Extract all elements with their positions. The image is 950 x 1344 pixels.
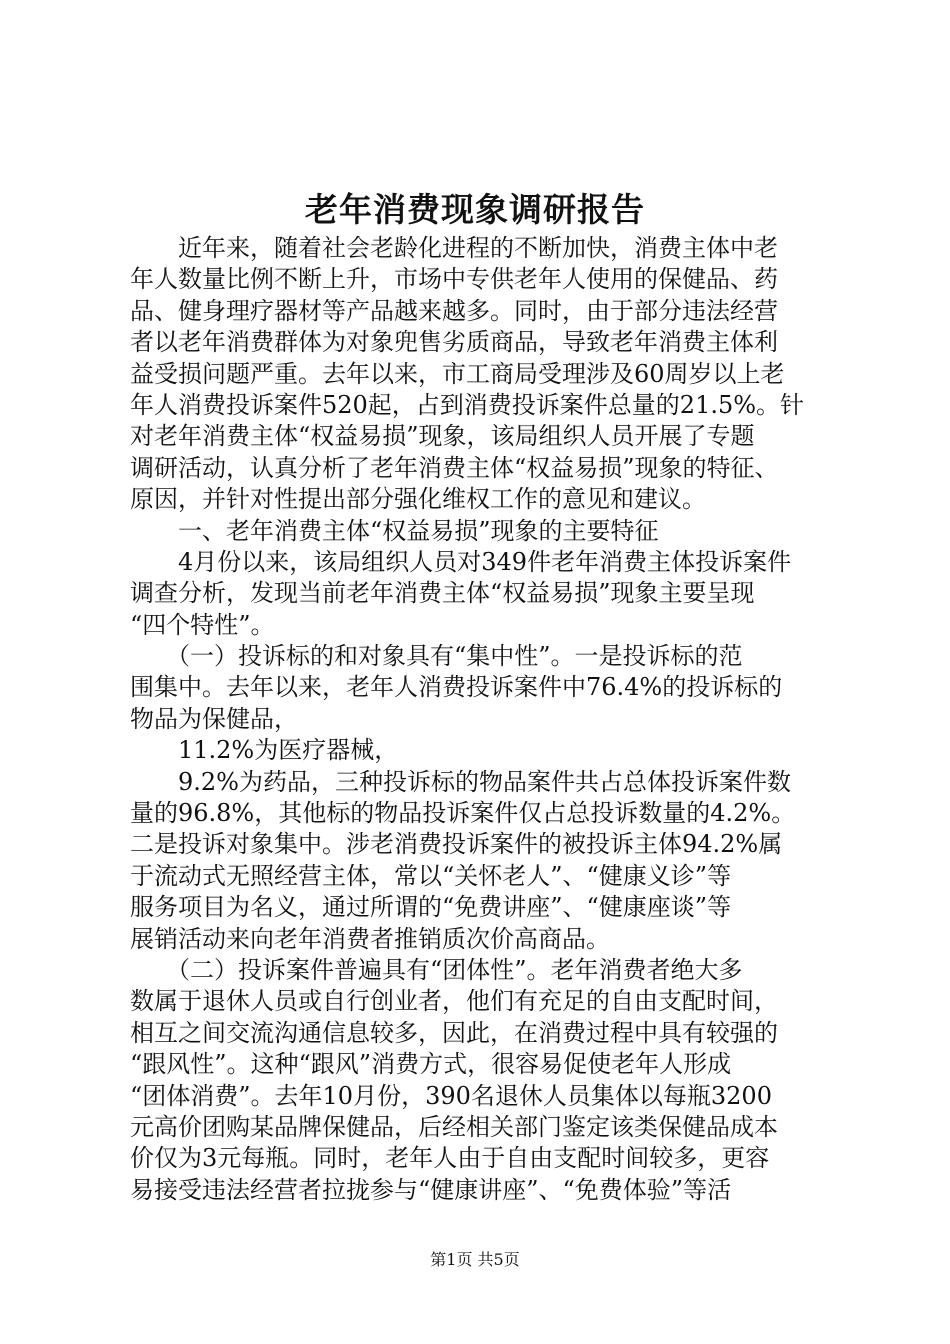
text-line: 调研活动，认真分析了老年消费主体“权益易损”现象的特征、: [130, 453, 779, 482]
text-line: 者以老年消费群体为对象兜售劣质商品，导致老年消费主体利: [130, 328, 778, 357]
text-line: 9.2%为药品，三种投诉标的物品案件共占总体投诉案件数: [130, 767, 791, 796]
text-line: 二是投诉对象集中。涉老消费投诉案件的被投诉主体94.2%属: [130, 830, 783, 859]
text-line: 一、老年消费主体“权益易损”现象的主要特征: [130, 516, 659, 545]
text-line: （一）投诉标的和对象具有“集中性”。一是投诉标的范: [130, 642, 743, 671]
text-line: “四个特性”。: [130, 610, 275, 639]
text-line: 易接受违法经营者拉拢参与“健康讲座”、“免费体验”等活: [130, 1175, 732, 1204]
text-line: 相互之间交流沟通信息较多，因此，在消费过程中具有较强的: [130, 1018, 778, 1047]
text-line: 品、健身理疗器材等产品越来越多。同时，由于部分违法经营: [130, 296, 778, 325]
text-line: “跟风性”。这种“跟风”消费方式，很容易促使老年人形成: [130, 1050, 732, 1079]
text-line: 围集中。去年以来，老年人消费投诉案件中76.4%的投诉标的: [130, 673, 783, 702]
text-line: 益受损问题严重。去年以来，市工商局受理涉及60周岁以上老: [130, 359, 785, 388]
text-line: 物品为保健品，: [130, 704, 298, 733]
document-body: [130, 233, 830, 1206]
text-line: 元高价团购某品牌保健品，后经相关部门鉴定该类保健品成本: [130, 1112, 778, 1141]
text-line: 价仅为3元每瓶。同时，老年人由于自由支配时间较多，更容: [130, 1144, 770, 1173]
text-line: 年人数量比例不断上升，市场中专供老年人使用的保健品、药: [130, 265, 778, 294]
text-line: 近年来，随着社会老龄化进程的不断加快，消费主体中老: [130, 234, 778, 262]
text-line: 年人消费投诉案件520起，占到消费投诉案件总量的21.5%。针: [130, 390, 805, 419]
text-line: 4月份以来，该局组织人员对349件老年消费主体投诉案件: [130, 547, 792, 576]
text-line: （二）投诉案件普遍具有“团体性”。老年消费者绝大多: [130, 955, 743, 984]
text-line: “团体消费”。去年10月份，390名退休人员集体以每瓶3200: [130, 1081, 772, 1110]
text-line: 调查分析，发现当前老年消费主体“权益易损”现象主要呈现: [130, 579, 755, 608]
text-line: 11.2%为医疗器械，: [130, 736, 399, 765]
text-line: 量的96.8%，其他标的物品投诉案件仅占总投诉数量的4.2%。: [130, 799, 796, 828]
page-footer: 第1页 共5页: [430, 1250, 520, 1269]
text-line: 对老年消费主体“权益易损”现象，该局组织人员开展了专题: [130, 422, 755, 451]
text-line: 数属于退休人员或自行创业者，他们有充足的自由支配时间，: [130, 987, 778, 1016]
text-line: 展销活动来向老年消费者推销质次价高商品。: [130, 924, 610, 953]
text-line: 原因，并针对性提出部分强化维权工作的意见和建议。: [130, 485, 706, 514]
text-line: 于流动式无照经营主体，常以“关怀老人”、“健康义诊”等: [130, 861, 732, 890]
text-line: 服务项目为名义，通过所谓的“免费讲座”、“健康座谈”等: [130, 893, 732, 922]
document-title: 老年消费现象调研报告: [305, 190, 645, 229]
